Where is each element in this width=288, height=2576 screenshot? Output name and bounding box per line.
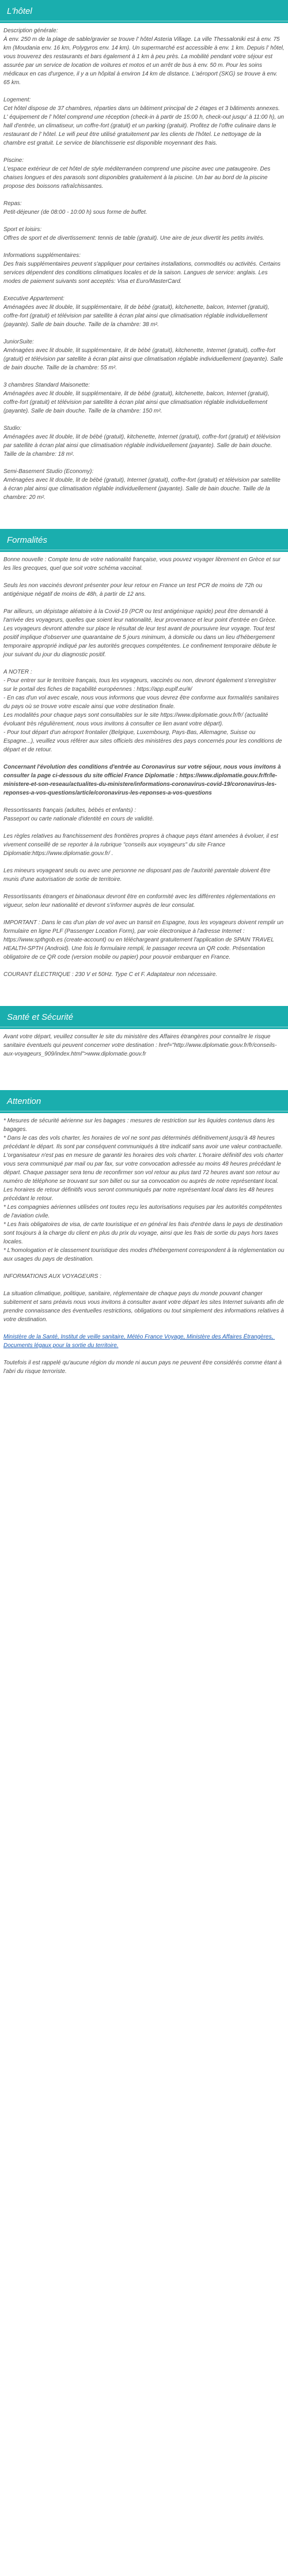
formalites-para-1: Bonne nouvelle : Compte tenu de votre nationalité française, vous pouvez voyager librement en Grèce et sur les îles grecques, quel que soit votre schéma vaccinal. — [3, 557, 282, 572]
room-executive: Executive Appartement: Aménagées avec lit double, lit supplémentaire, lit de bébé (gratuit), kitchenette, balcon, Internet (gratuit), coffre-fort (gratuit) et télévision par satellite à écran plat ainsi que climatisation réglable individuellement (payante). Salle de bain douche. Taille de la chambre: 38 m². — [3, 296, 270, 328]
hotel-body — [0, 27, 288, 502]
attention-mesures: * Mesures de sécurité aérienne sur les bagages : mesures de restriction sur les liquides contenus dans les bagages. * Dans le cas des vols charter, les horaires de vol ne sont pas déterminés définitivement jusqu'à 48 heures précédant le départ. Ils sont par conséquent communiqués à titre indicatif sans avoir une valeur contractuelle. L'organisateur n'est pas en mesure de garantir les horaires des vols charter. L'horaire définitif des vols charter vous sera communiqué par mail ou par fax, sur votre convocation adressée au moins 48 heures précédant le départ. Chaque passager sera tenu de reconfirmer son vol retour au plus tard 72 heures avant son retour au numéro de téléphone se trouvant sur son billet ou sur sa convocation ou auprès de notre représentant local. Les horaires de retour définitifs vous seront communiqués par notre représentant local dans les 48 heures précédant le retour. * Les compagnies aériennes utilisées ont toutes reçu les autorisations requises par les autorités compétentes de l'aviation civile. * Les frais obligatoires de visa, de carte touristique et en général les frais d'entrée dans le pays de destination sont toujours à la charge du client en plus du prix du voyage, ainsi que les frais de sortie du pays hors taxes locales. * L'homologation et le classement touristique des modes d'hébergement correspondent à la réglementation ou aux usages du pays de destination. — [3, 1118, 285, 1262]
formalites-regles: Les règles relatives au franchissement des frontières propres à chaque pays étant amenées à évoluer, il est vivement conseillé de se reporter à la rubrique "conseils aux voyageurs" du site France Diplomatie:https://www.diplomatie.gouv.fr/ . — [3, 833, 280, 857]
hotel-section — [0, 0, 288, 502]
section-gap — [0, 510, 288, 529]
attention-infos-title: INFORMATIONS AUX VOYAGEURS : — [3, 1273, 102, 1280]
room-semi-basement: Semi-Basement Studio (Economy): Aménagées avec lit double, lit de bébé (gratuit), Internet (gratuit), coffre-fort (gratuit) et télévision par satellite à écran plat ainsi que climatisation réglable individuellement (payante). Salle de bain douche. Taille de la chambre: 20 m². — [3, 468, 281, 501]
sante-body — [0, 1032, 288, 1058]
formalites-a-noter: A NOTER : - Pour entrer sur le territoire français, tous les voyageurs, vaccinés ou non, devront également s'enregistrer sur le portail des fiches de traçabilité européennes : https://app.euplf.eu/#/ - En cas d'un vol avec escale, nous vous informons que vous devrez être conforme aux formalités sanitaires du pays où se trouve votre escale ainsi que votre destination finale. Les modalités pour chaque pays sont consultables sur le site https://www.diplomatie.gouv.fr/fr/ (actualité évoluant très régulièrement, nous vous invitons à consulter ce lien avant votre départ). - Pour tout départ d'un aéroport frontalier (Belgique, Luxembourg, Pays-Bas, Allemagne, Suisse ou Espagne...), veuillez vous référer aux sites officiels des ministères des pays concernés pour les conditions de départ et de retour. — [3, 669, 282, 753]
section-title-hotel: L'hôtel — [7, 6, 32, 16]
attention-section — [0, 1090, 288, 1376]
section-header-attention — [0, 1090, 288, 1113]
section-gap — [0, 1067, 288, 1090]
formalites-para-3: Par ailleurs, un dépistage aléatoire à la Covid-19 (PCR ou test antigénique rapide) peut être demandé à l'arrivée des voyageurs, quelles que soient leur nationalité, leur provenance et leur point d'entrée en Grèce. Les voyageurs devront attendre sur place le résultat de leur test avant de poursuivre leur voyage. Tout test positif implique d'observer une quarantaine de 5 jours minimum, à domicile ou dans un lieu d'hébergement temporaire approprié indiqué par les autorités grecques compétentes. Le confinement temporaire débute le jour suivant du jour du diagnostic positif. — [3, 608, 278, 658]
hotel-sport: Sport et loisirs: Offres de sport et de divertissement: tennis de table (gratuit). Une aire de jeux divertit les petits invités. — [3, 226, 264, 241]
formalites-ressortissants: Ressortissants français (adultes, bébés et enfants) : Passeport ou carte nationale d'identité en cours de validité. — [3, 807, 154, 822]
attention-body — [0, 1117, 288, 1376]
formalites-coronavirus: Concernant l'évolution des conditions d'entrée au Coronavirus sur votre séjour, nous vous invitons à consulter la page ci-dessous du site officiel France Diplomatie : https://www.diplomatie.gouv.fr/fr/le-ministere-et-son-reseau/actualites-du-ministere/informations-coronavirus-covid-19/coronavirus-les-reponses-a-vos-questions/article/coronavirus-les-reponses-a-vos-questions — [3, 764, 283, 796]
section-title-attention: Attention — [7, 1096, 41, 1106]
hotel-logement: Logement: Cet hôtel dispose de 37 chambres, réparties dans un bâtiment principal de 2 étages et 3 bâtiments annexes. L' équipement de l' hôtel comprend une réception (check-in à partir de 15:00 h, check-out jusqu' à 11:00 h), un hall d'entrée, un climatiseur, un coffre-fort (gratuit) et un parking (gratuit). Profitez de l'offre culinaire dans le restaurant de l' hôtel. Le wifi peut être utilisé gratuitement par les clients de l'hôtel. Le nettoyage de la chambre est gratuit. Le service de blanchisserie est disponible moyennant des frais. — [3, 97, 284, 146]
section-title-sante: Santé et Sécurité — [7, 1012, 74, 1022]
sante-section — [0, 1006, 288, 1058]
section-header-hotel — [0, 0, 288, 23]
formalites-para-2: Seuls les non vaccinés devront présenter pour leur retour en France un test PCR de moins de 72h ou antigénique négatif de moins de 48h, à partir de 12 ans. — [3, 582, 264, 597]
formalites-important: IMPORTANT : Dans le cas d'un plan de vol avec un transit en Espagne, tous les voyageurs doivent remplir un formulaire en ligne PLF (Passenger Location Form), par voie électronique à l'adresse Internet : https://www.spthgob.es (create-account) ou en téléchargeant gratuitement l'application de SPAIN TRAVEL HEALTH-SPTH (Android). Une fois le formulaire rempli, le passager recevra un QR code. Présentation obligatoire de ce QR code (version mobile ou papier) pour pouvoir embarquer en France. — [3, 920, 286, 960]
room-maisonette: 3 chambres Standard Maisonette: Aménagées avec lit double, lit supplémentaire, lit de bébé (gratuit), kitchenette, balcon, Internet (gratuit), coffre-fort (gratuit) et télévision par satellite à écran plat ainsi que climatisation réglable individuellement (payante). Salle de bain douche. Taille de la chambre: 150 m². — [3, 382, 270, 414]
section-gap — [0, 988, 288, 1006]
hotel-infos: Informations supplémentaires: Des frais supplémentaires peuvent s'appliquer pour certaines installations, commodités ou activités. Certains services dépendent des conditions climatiques locales et de la saison. Langues de service: anglais. Les modes de paiement suivants sont acceptés: Visa et Euro/MasterCard. — [3, 252, 281, 285]
attention-links[interactable]: Ministère de la Santé, Institut de veille sanitaire, Météo France Voyage, Ministère des Affaires Étrangères, Documents légaux pour la sortie du territoire. — [3, 1334, 275, 1349]
section-header-formalites — [0, 529, 288, 552]
sante-para: Avant votre départ, veuillez consulter le site du ministère des Affaires étrangères pour connaître le risque sanitaire éventuels qui peuvent concerner votre destination : href="http://www.diplomatie.gouv.fr/fr/conseils-aux-voyageurs_909/index.html">www.diplomatie.gouv.fr — [3, 1034, 277, 1057]
hotel-repas: Repas: Petit-déjeuner (de 08:00 - 10:00 h) sous forme de buffet. — [3, 201, 147, 215]
formalites-section — [0, 529, 288, 979]
room-junior-suite: JuniorSuite: Aménagées avec lit double, lit supplémentaire, lit de bébé (gratuit), kitchenette, Internet (gratuit), coffre-fort (gratuit) et télévision par satellite à écran plat ainsi que climatisation réglable individuellement (payante). Salle de bain douche. Taille de la chambre: 55 m². — [3, 339, 283, 371]
attention-terrorisme: Toutefois il est rappelé qu'aucune région du monde ni aucun pays ne peuvent être considérés comme étant à l'abri du risque terroriste. — [3, 1360, 283, 1375]
formalites-courant: COURANT ÉLECTRIQUE : 230 V et 50Hz. Type C et F. Adaptateur non nécessaire. — [3, 971, 218, 978]
section-header-sante — [0, 1006, 288, 1029]
hotel-description: Description générale: À env. 250 m de la plage de sable/gravier se trouve l' hôtel Asteria Village. La ville Thessaloniki est à env. 75 km (Moudania env. 16 km, Polygyros env. 14 km). Un supermarché est accessible à env. 1 km. Depuis l' hôtel, vous trouverez des restaurants et bars également à 1 km à peu près. La mobilité pendant votre séjour est assurée par un service de location de voitures et motos et un arrêt de bus à env. 50 m. Pour les soins médicaux en cas d'urgence, il y a un hôpital à environ 14 km de distance. L'aéroport (SKG) se trouve à env. 65 km. — [3, 28, 285, 86]
attention-situation: La situation climatique, politique, sanitaire, réglementaire de chaque pays du monde pouvant changer subitement et sans préavis nous vous invitons à consulter avant votre départ les sites Internet suivants afin de prendre connaissance des éventuelles restrictions, obligations ou tout simplement des informations relatives à votre destination. — [3, 1291, 286, 1323]
hotel-piscine: Piscine: L'espace extérieur de cet hôtel de style méditerranéen comprend une piscine avec une pataugeoire. Des chaises longues et des parasols sont disponibles gratuitement à la piscine. Un bar au bord de la piscine propose des boissons rafraîchissantes. — [3, 157, 271, 190]
formalites-body — [0, 555, 288, 979]
room-studio: Studio: Aménagées avec lit double, lit de bébé (gratuit), kitchenette, Internet (gratuit), coffre-fort (gratuit) et télévision par satellite à écran plat ainsi que climatisation réglable individuellement (payante). Salle de bain douche. Taille de la chambre: 18 m². — [3, 425, 281, 457]
section-title-formalites: Formalités — [7, 535, 48, 545]
formalites-mineurs: Les mineurs voyageant seuls ou avec une personne ne disposant pas de l'autorité parentale doivent être munis d'une autorisation de sortie de territoire. — [3, 868, 272, 883]
formalites-etrangers: Ressortissants étrangers et binationaux devront être en conformité avec les différentes réglementations en vigueur, selon leur nationalité et devront s'informer auprès de leur consulat. — [3, 894, 277, 909]
